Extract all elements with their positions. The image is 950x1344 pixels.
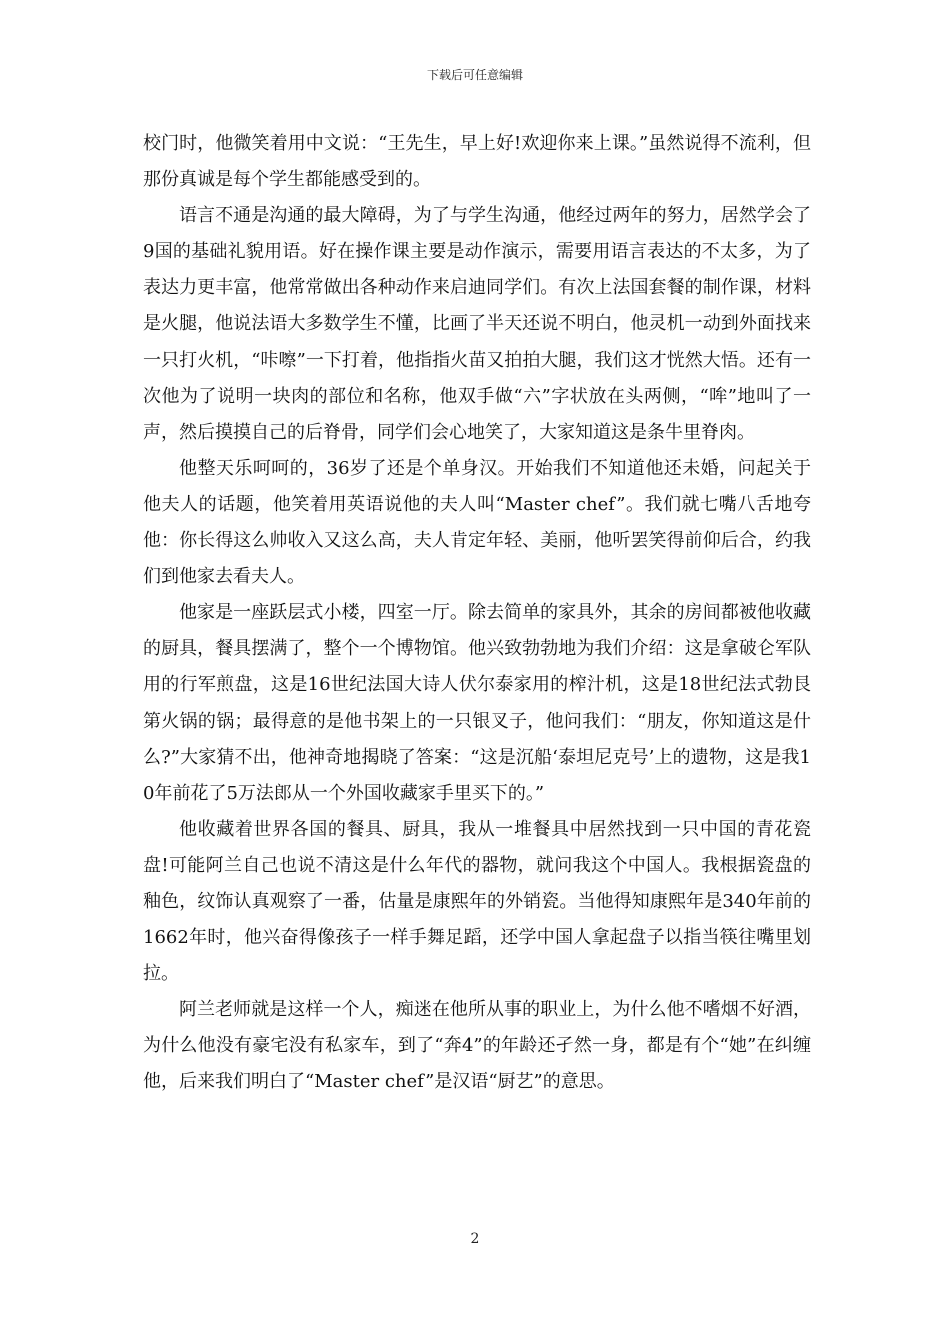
paragraph-6: 阿兰老师就是这样一个人，痴迷在他所从事的职业上，为什么他不嗜烟不好酒，为什么他没有豪宅没有私家车，到了“奔4”的年龄还孑然一身，都是有个“她”在纠缠他，后来我们明白了“Master chef”是汉语“厨艺”的意思。: [143, 999, 811, 1093]
page-header: 下载后可任意编辑: [426, 68, 523, 82]
paragraph-1: 校门时，他微笑着用中文说：“王先生，早上好!欢迎你来上课。”虽然说得不流利，但那份真诚是每个学生都能感受到的。: [143, 133, 811, 191]
paragraph-3: 他整天乐呵呵的，36岁了还是个单身汉。开始我们不知道他还未婚，问起关于他夫人的话题，他笑着用英语说他的夫人叫“Master chef”。我们就七嘴八舌地夸他：你长得这么帅收入又这么高，夫人肯定年轻、美丽，他听罢笑得前仰后合，约我们到他家去看夫人。: [143, 457, 811, 588]
paragraph-5: 他收藏着世界各国的餐具、厨具，我从一堆餐具中居然找到一只中国的青花瓷盘!可能阿兰自己也说不清这是什么年代的器物，就问我这个中国人。我根据瓷盘的釉色，纹饰认真观察了一番，估量是康熙年的外销瓷。当他得知康熙年是340年前的1662年时，他兴奋得像孩子一样手舞足蹈，还学中国人拿起盘子以指当筷往嘴里划拉。: [143, 818, 811, 985]
paragraph-2: 语言不通是沟通的最大障碍，为了与学生沟通，他经过两年的努力，居然学会了9国的基础礼貌用语。好在操作课主要是动作演示，需要用语言表达的不太多，为了表达力更丰富，他常常做出各种动作来启迪同学们。有次上法国套餐的制作课，材料是火腿，他说法语大多数学生不懂，比画了半天还说不明白，他灵机一动到外面找来一只打火机，“咔嚓”一下打着，他指指火苗又拍拍大腿，我们这才恍然大悟。还有一次他为了说明一块肉的部位和名称，他双手做“六”字状放在头两侧，“哞”地叫了一声，然后摸摸自己的后脊骨，同学们会心地笑了，大家知道这是条牛里脊肉。: [143, 205, 811, 443]
paragraph-4: 他家是一座跃层式小楼，四室一厅。除去简单的家具外，其余的房间都被他收藏的厨具，餐具摆满了，整个一个博物馆。他兴致勃勃地为我们介绍：这是拿破仑军队用的行军煎盘，这是16世纪法国大诗人伏尔泰家用的榨汁机，这是18世纪法式勃艮第火锅的锅；最得意的是他书架上的一只银叉子，他问我们：“朋友，你知道这是什么?”大家猜不出，他神奇地揭晓了答案：“这是沉船‘泰坦尼克号’上的遗物，这是我10年前花了5万法郎从一个外国收藏家手里买下的。”: [143, 602, 811, 804]
page-number: 2: [470, 1231, 480, 1247]
document-body: [143, 126, 811, 1101]
